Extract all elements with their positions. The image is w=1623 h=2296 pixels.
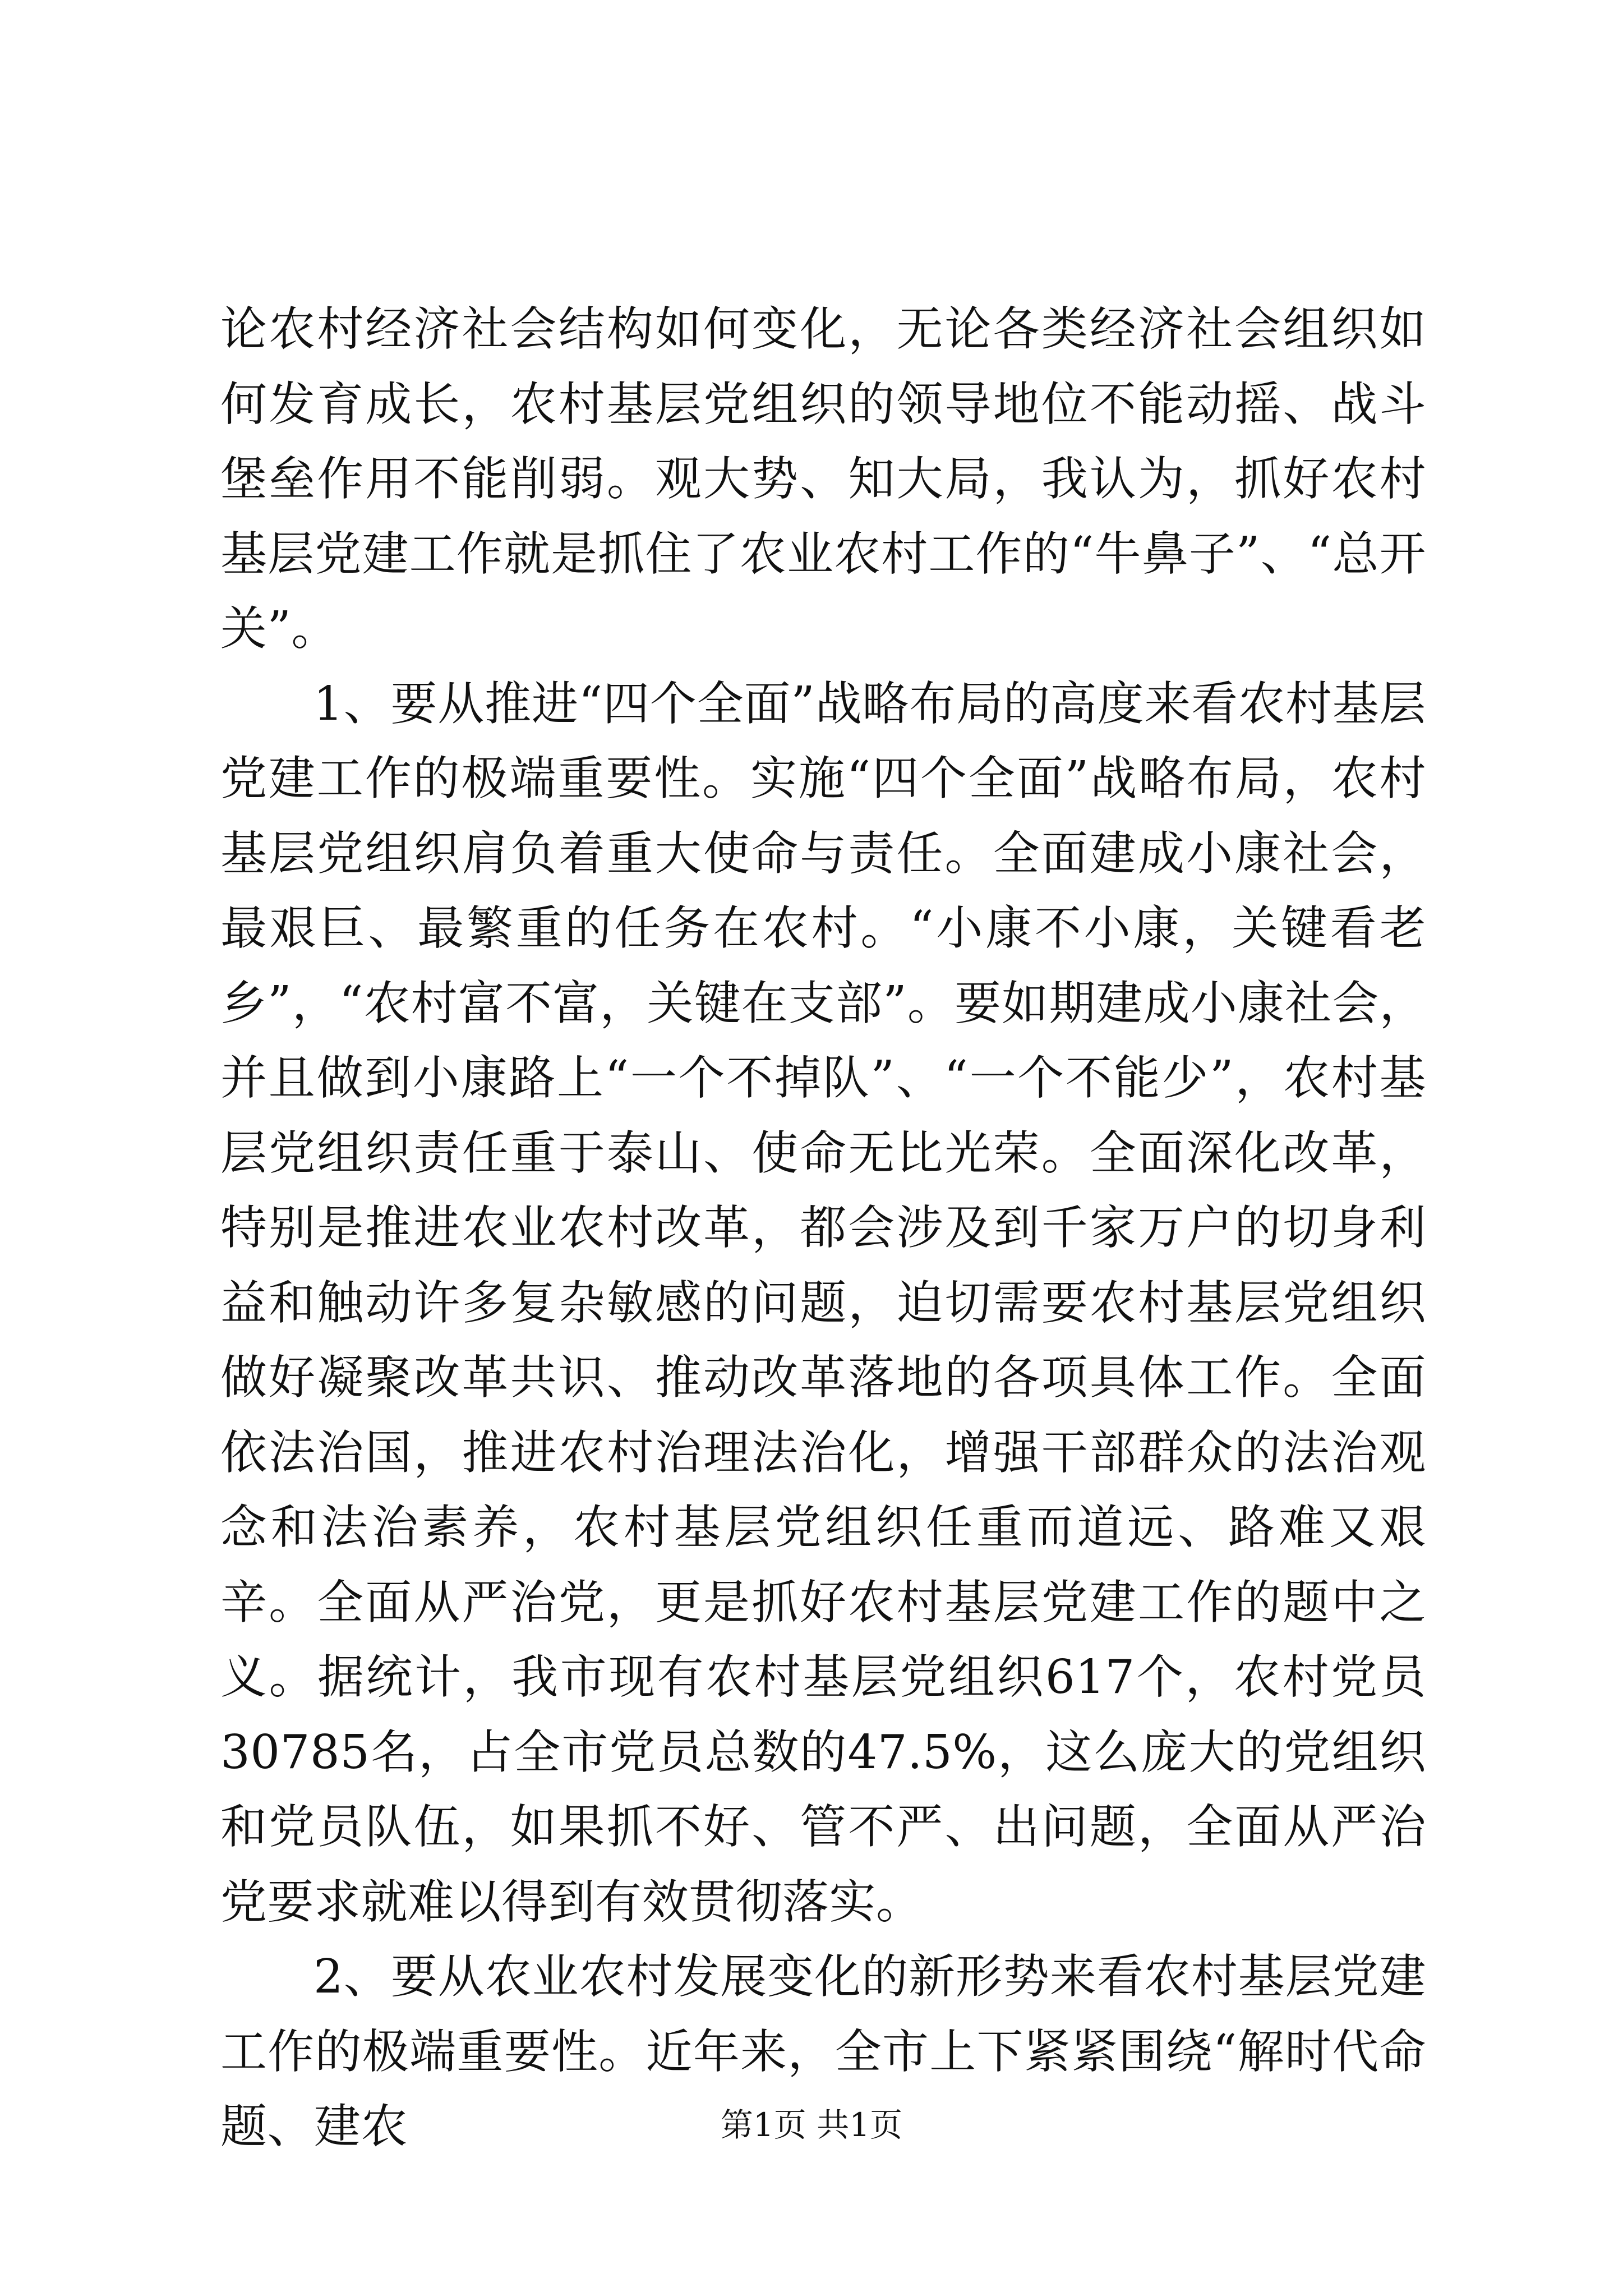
paragraph-point-2: 2、要从农业农村发展变化的新形势来看农村基层党建工作的极端重要性。近年来，全市上下紧紧围绕“解时代命题、建农 (220, 1949, 1426, 2154)
page-footer: 第1页 共1页 (720, 2106, 903, 2144)
document-body (220, 292, 1426, 2164)
paragraph-point-1: 1、要从推进“四个全面”战略布局的高度来看农村基层党建工作的极端重要性。实施“四个全面”战略布局，农村基层党组织肩负着重大使命与责任。全面建成小康社会，最艰巨、最繁重的任务在农村。“小康不小康，关键看老乡”，“农村富不富，关键在支部”。要如期建成小康社会，并且做到小康路上“一个不掉队”、“一个不能少”，农村基层党组织责任重于泰山、使命无比光荣。全面深化改革，特别是推进农业农村改革，都会涉及到千家万户的切身利益和触动许多复杂敏感的问题，迫切需要农村基层党组织做好凝聚改革共识、推动改革落地的各项具体工作。全面依法治国，推进农村治理法治化，增强干部群众的法治观念和法治素养，农村基层党组织任重而道远、路难又艰辛。全面从严治党，更是抓好农村基层党建工作的题中之义。据统计，我市现有农村基层党组织617个，农村党员30785名，占全市党员总数的47.5%，这么庞大的党组织和党员队伍，如果抓不好、管不严、出问题，全面从严治党要求就难以得到有效贯彻落实。 (220, 676, 1426, 1929)
paragraph-continuation: 论农村经济社会结构如何变化，无论各类经济社会组织如何发育成长，农村基层党组织的领导地位不能动摇、战斗堡垒作用不能削弱。观大势、知大局，我认为，抓好农村基层党建工作就是抓住了农业农村工作的“牛鼻子”、“总开关”。 (220, 302, 1426, 656)
